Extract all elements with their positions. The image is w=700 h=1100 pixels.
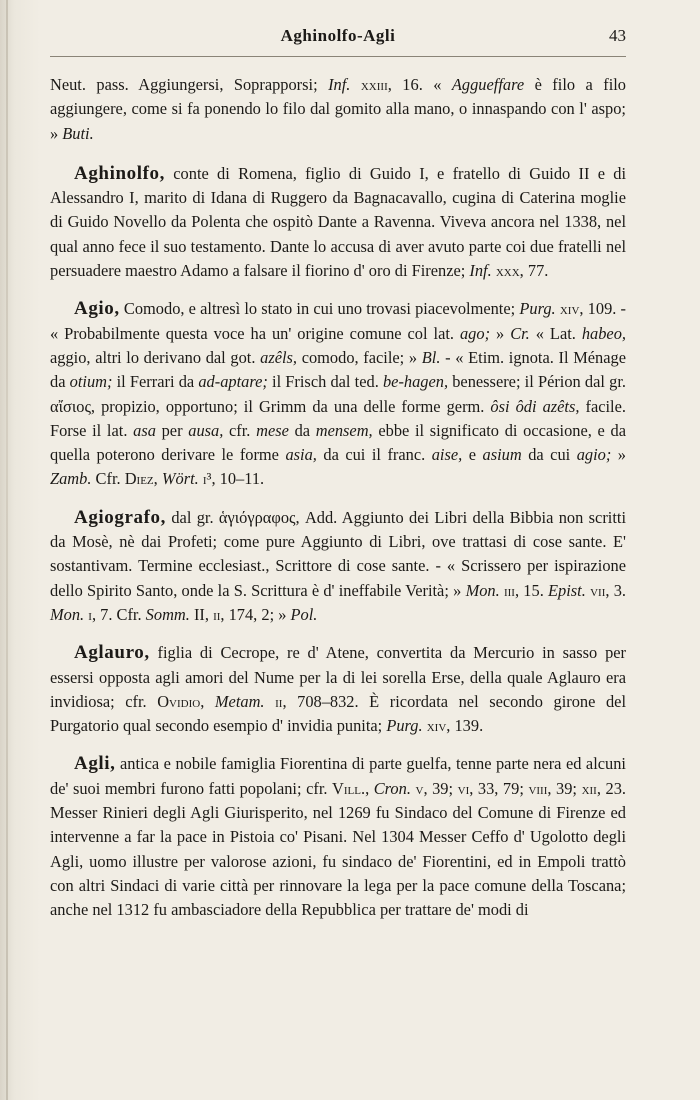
entry-text: , 3. <box>605 580 627 600</box>
entry-text: » <box>490 323 511 343</box>
citation-italic: asium <box>482 445 522 465</box>
entry-agli <box>50 752 626 922</box>
header-rule <box>50 56 626 57</box>
page-spine-shadow <box>6 0 8 1100</box>
entry-text: ebbe il significato di occasione, e da quella poterono derivare le forme <box>50 420 627 465</box>
citation-small-caps: Diez <box>124 469 154 489</box>
citation-italic: be-hagen, <box>382 372 449 392</box>
entry-text: , <box>365 778 374 798</box>
citation-small-caps: xiv <box>559 299 580 319</box>
entry-text: , 708–832. È ricordata nel secondo girone del Purgatorio qual secondo esempio d' invidia punita; <box>50 691 626 736</box>
entry-text: , <box>200 691 215 711</box>
citation-small-caps: xxx <box>495 261 520 281</box>
entry-text: per <box>155 420 189 440</box>
citation-italic: Mon. <box>465 580 500 600</box>
entry-text: antica e nobile famiglia Fiorentina di parte guelfa, tenne parte nera ed alcuni de' suoi membri furono fatti popolani; cfr. <box>50 754 626 798</box>
entry-text: - « Etim. ignota. Il Ménage da <box>50 347 627 392</box>
citation-italic: Aggueffare <box>451 75 525 94</box>
entry-text: e <box>462 445 483 465</box>
entry-text: ³, 10–11. <box>206 469 265 489</box>
citation-italic: Metam. <box>214 691 265 711</box>
citation-italic: Buti. <box>62 123 94 143</box>
entry-aghinolfo <box>50 162 626 283</box>
page-body <box>50 73 626 937</box>
citation-small-caps: i <box>202 469 207 489</box>
entry-text: » <box>611 445 627 465</box>
citation-italic: Wört. <box>161 469 199 489</box>
page-number: 43 <box>609 26 626 45</box>
citation-italic: Inf. <box>328 75 351 94</box>
entry-text: figlia di Cecrope, re d' Atene, convertita da Mercurio in sasso per essersi opposta agli amori del Nume per la di lei sorella Erse, della quale Aglauro era invidiosa; cfr. <box>50 643 626 711</box>
entry-text: cfr. <box>223 420 257 440</box>
citation-italic: azêls, <box>260 347 298 367</box>
citation-small-caps: Ovidio <box>157 691 201 711</box>
entry-text: comodo, facile; » <box>297 347 422 367</box>
entry-headword: Agio, <box>74 298 120 320</box>
citation-italic: Mon. <box>50 604 85 624</box>
entry-text: , 33, 79; <box>469 778 529 798</box>
entry-text: Neut. pass. Aggiungersi, Soprapporsi; <box>50 75 329 94</box>
entry-text: il Frisch dal ted. <box>267 372 383 392</box>
citation-italic: Epist. <box>548 580 586 600</box>
entry-text <box>350 75 360 94</box>
entry-text: è filo a filo aggiungere, come si fa ponendo lo filo dal gomito alla mano, o innaspando con l' aspo; » <box>50 75 626 143</box>
citation-small-caps: i <box>88 604 92 624</box>
entry-continuation <box>50 73 626 146</box>
citation-small-caps: Vill. <box>332 778 366 798</box>
entry-text: Cfr. <box>91 469 125 489</box>
citation-italic: Pol. <box>290 604 318 624</box>
entry-text: , 16. « <box>387 75 452 94</box>
entry-headword: Agli, <box>74 753 116 775</box>
citation-italic: aise, <box>431 445 463 465</box>
citation-italic: otium; <box>69 372 113 392</box>
page-header <box>50 26 626 54</box>
citation-italic: habeo, <box>581 323 626 343</box>
citation-small-caps: viii <box>528 778 548 798</box>
citation-small-caps: vii <box>590 580 606 600</box>
citation-italic: mese <box>256 420 289 440</box>
entry-text: , 139. <box>446 716 484 736</box>
citation-italic: mensem, <box>315 420 373 440</box>
entry-headword: Aglauro, <box>74 642 150 664</box>
entry-text: , 39; <box>547 778 582 798</box>
entry-text: « Lat. <box>529 323 582 343</box>
entry-text: aggio, altri lo derivano dal got. <box>50 347 261 367</box>
entry-text: , <box>153 469 162 489</box>
entry-text: , 109. - « Probabilmente questa voce ha un' origine comune col lat. <box>50 299 626 343</box>
entry-text: , 39; <box>423 778 458 798</box>
entry-text: benessere; il Périon dal gr. αἴσιος, propizio, opportuno; il Grimm da una delle forme germ. <box>50 372 626 416</box>
citation-italic: Purg. <box>519 299 556 319</box>
citation-italic: ausa, <box>188 420 224 440</box>
citation-italic: agio; <box>576 445 612 465</box>
citation-italic: Purg. <box>386 716 423 736</box>
entry-text: dal gr. ἁγιόγραφος, Add. Aggiunto dei Libri della Bibbia non scritti da Mosè, nè dai Profeti; come pure Aggiunto di Libri, ove trattasi di cose sante. E' sostantivam. Termine ecclesiast., Scrittore di cose sante. - « Scrissero per ispirazione dello Spirito Santo, onde la S. Scrittura è d' ineffabile Verità; » <box>50 507 626 600</box>
entry-text <box>265 692 276 711</box>
citation-italic: Zamb. <box>50 469 92 489</box>
citation-italic: asa <box>133 420 156 440</box>
running-title: Aghinolfo-Agli <box>280 26 396 45</box>
entry-text: II, <box>189 604 214 624</box>
entry-agiografo <box>50 506 626 627</box>
citation-small-caps: xiv <box>426 716 447 736</box>
citation-italic: Somm. <box>145 604 190 624</box>
entry-text: , 77. <box>519 261 549 281</box>
citation-italic: Bl. <box>421 347 441 367</box>
entry-agio <box>50 297 626 491</box>
entry-text: , 174, 2; » <box>220 604 291 624</box>
citation-small-caps: ii <box>275 691 283 711</box>
entry-text: Comodo, e altresì lo stato in cui uno trovasi piacevolmente; <box>119 299 520 319</box>
entry-aglauro <box>50 641 626 738</box>
citation-italic: Cron. <box>373 778 411 798</box>
entry-text: facile. Forse il lat. <box>50 396 626 440</box>
citation-italic: Cr. <box>510 323 530 343</box>
entry-headword: Aghinolfo, <box>74 162 165 184</box>
citation-small-caps: vi <box>457 778 470 798</box>
citation-italic: asia, <box>285 445 317 465</box>
citation-small-caps: iii <box>503 580 515 600</box>
citation-italic: ôsi ôdi azêts, <box>490 396 580 416</box>
citation-italic: ago; <box>459 323 491 343</box>
entry-text: da cui il franc. <box>316 445 432 465</box>
entry-text: conte di Romena, figlio di Guido I, e fratello di Guido II e di Alessandro I, marito di Idana di Ruggero da Bagnacavallo, cugina di Caterina moglie di Guido Novello da Polenta che ospitò Dante a Ravenna. Viveva ancora nel 1338, nel qual anno fece il suo testamento. Dante lo accusa di aver avuto parte coi due fratelli nel persuadere maestro Adamo a falsare il fiorino d' oro di Firenze; <box>50 163 626 281</box>
entry-text: da <box>288 420 316 440</box>
citation-small-caps: v <box>415 778 424 798</box>
citation-italic: Inf. <box>469 261 492 281</box>
citation-small-caps: xxiii <box>360 75 388 94</box>
entry-text: il Ferrari da <box>112 372 199 392</box>
citation-small-caps: ii <box>213 604 221 624</box>
entry-text: , 23. Messer Rinieri degli Agli Giurisperito, nel 1269 fu Sindaco del Comune di Firenze ed intervenne a far la pace in Pistoia co' Pisani. Nel 1304 Messer Ceffo d' Ugolotto degli Agli, uomo illustre per valorose azioni, fu sindaco de' Fiorentini, ed in Empoli trattò con altri Sindaci di varie città per rinnovare la lega per la pace comune della Toscana; anche nel 1312 fu ambasciadore della Repubblica per trattare de' modi di <box>50 778 626 920</box>
entry-text: da cui <box>521 445 577 465</box>
entry-text: , 7. Cfr. <box>91 604 146 624</box>
citation-italic: ad-aptare; <box>198 372 268 392</box>
entry-headword: Agiografo, <box>74 506 167 528</box>
entry-text: , 15. <box>514 580 549 600</box>
citation-small-caps: xii <box>581 778 597 798</box>
